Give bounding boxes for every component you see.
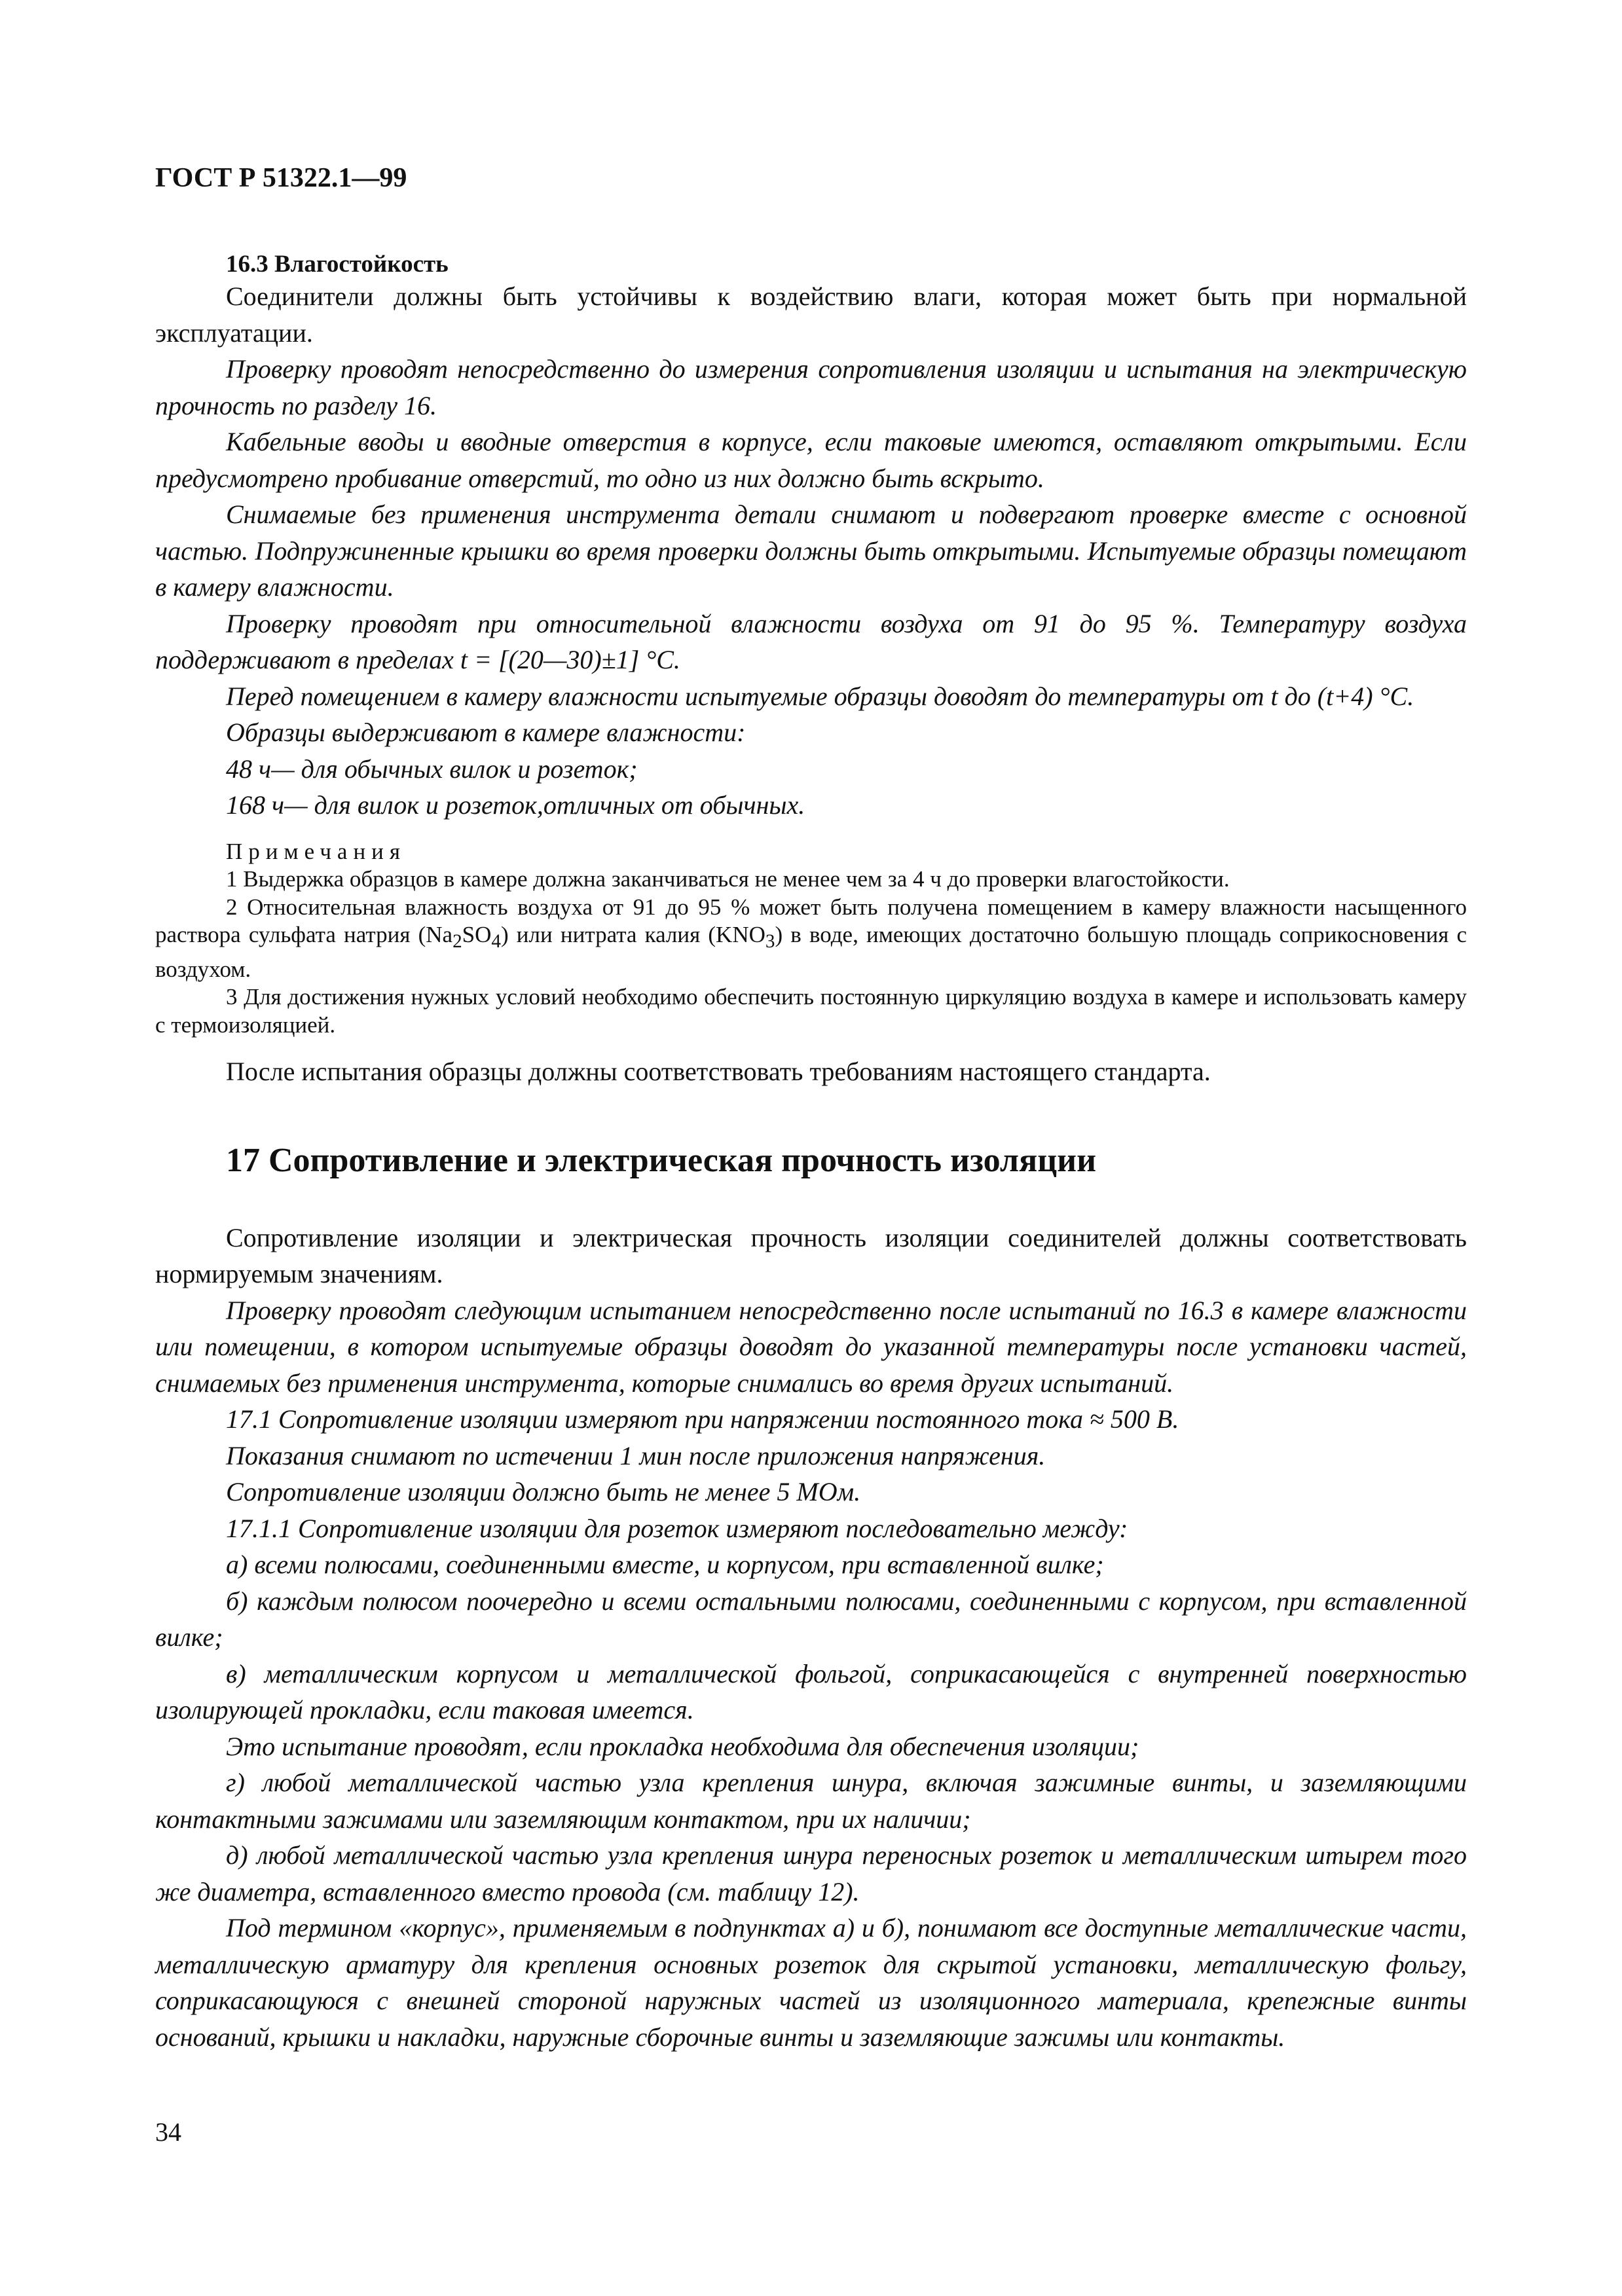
- paragraph: Снимаемые без применения инструмента детали снимают и подвергают проверке вместе с основной частью. Подпружиненные крышки во время проверки должны быть открытыми. Испытуемые образцы помещают в камеру влажности.: [155, 500, 1467, 602]
- paragraph: Сопротивление изоляции и электрическая прочность изоляции соединителей должны соответствовать нормируемым значениям.: [155, 1222, 1467, 1288]
- paragraph: д) любой металлической частью узла крепления шнура переносных розеток и металлическим штырем того же диаметра, вставленного вместо провода (см. таблицу 12).: [155, 1840, 1467, 1906]
- paragraph: Проверку проводят следующим испытанием непосредственно после испытаний по 16.3 в камере влажности или помещении, в котором испытуемые образцы доводят до указанной температуры после установки частей, снимаемых без применения инструмента, которые снимались во время других испытаний.: [155, 1295, 1467, 1398]
- notes-title: Примечания: [226, 838, 407, 864]
- paragraph: 17.1 Сопротивление изоляции измеряют при напряжении постоянного тока ≈ 500 В.: [226, 1404, 1179, 1434]
- page-number: 34: [155, 2117, 181, 2147]
- paragraph: Это испытание проводят, если прокладка необходима для обеспечения изоляции;: [226, 1731, 1139, 1761]
- paragraph: Перед помещением в камеру влажности испытуемые образцы доводят до температуры от t до (t+4) °С.: [226, 681, 1414, 711]
- paragraph: а) всеми полюсами, соединенными вместе, и корпусом, при вставленной вилке;: [226, 1550, 1104, 1579]
- paragraph: После испытания образцы должны соответствовать требованиям настоящего стандарта.: [226, 1057, 1211, 1086]
- paragraph: Кабельные вводы и вводные отверстия в корпусе, если таковые имеются, оставляют открытыми. Если предусмотрено пробивание отверстий, то одно из них должно быть вскрыто.: [155, 427, 1467, 493]
- paragraph: 17.1.1 Сопротивление изоляции для розеток измеряют последовательно между:: [226, 1513, 1128, 1543]
- paragraph: 168 ч— для вилок и розеток,отличных от обычных.: [226, 790, 805, 820]
- paragraph: Под термином «корпус», применяемым в подпунктах а) и б), понимают все доступные металлические части, металлическую арматуру для крепления основных розеток для скрытой установки, металлическую фольгу, соприкасающуюся с внешней стороной наружных частей из изоляционного материала, крепежные винты оснований, крышки и накладки, наружные сборочные винты и заземляющие зажимы или контакты.: [155, 1913, 1467, 2052]
- document-header: ГОСТ Р 51322.1—99: [155, 163, 407, 193]
- paragraph: Образцы выдерживают в камере влажности:: [226, 718, 746, 747]
- section-title-17: 17 Сопротивление и электрическая прочность изоляции: [226, 1141, 1097, 1179]
- paragraph: 48 ч— для обычных вилок и розеток;: [226, 754, 638, 784]
- paragraph: Проверку проводят при относительной влажности воздуха от 91 до 95 %. Температуру воздуха поддерживают в пределах t = [(20—30)±1] °С.: [155, 608, 1467, 674]
- paragraph: Соединители должны быть устойчивы к воздействию влаги, которая может быть при нормальной эксплуатации.: [155, 282, 1467, 348]
- note-item: 2 Относительная влажность воздуха от 91 до 95 % может быть получена помещением в камеру влажности насыщенного раствора сульфата натрия $(Na_2SO_4)$ или нитрата калия $(KNO_3)$ в воде, имеющих достаточно большую площадь соприкосновения с воздухом.: [155, 894, 1467, 982]
- paragraph: в) металлическим корпусом и металлической фольгой, соприкасающейся с внутренней поверхностью изолирующей прокладки, если таковая имеется.: [155, 1658, 1467, 1724]
- paragraph: Проверку проводят непосредственно до измерения сопротивления изоляции и испытания на электрическую прочность по разделу 16.: [155, 354, 1467, 420]
- paragraph: г) любой металлической частью узла крепления шнура, включая зажимные винты, и заземляющими контактными зажимами или заземляющим контактом, при их наличии;: [155, 1768, 1467, 1834]
- subsection-title-16-3: 16.3 Влагостойкость: [226, 251, 449, 278]
- paragraph: Показания снимают по истечении 1 мин после приложения напряжения.: [226, 1440, 1046, 1470]
- paragraph: б) каждым полюсом поочередно и всеми остальными полюсами, соединенными с корпусом, при вставленной вилке;: [155, 1586, 1467, 1652]
- notes: [155, 838, 1467, 1040]
- note-item: 3 Для достижения нужных условий необходимо обеспечить постоянную циркуляцию воздуха в камере и использовать камеру с термоизоляцией.: [155, 984, 1467, 1038]
- paragraph: Сопротивление изоляции должно быть не менее 5 МОм.: [226, 1477, 861, 1506]
- document-page: [155, 162, 1467, 2055]
- note-item: 1 Выдержка образцов в камере должна заканчиваться не менее чем за 4 ч до проверки влагостойкости.: [226, 866, 1230, 892]
